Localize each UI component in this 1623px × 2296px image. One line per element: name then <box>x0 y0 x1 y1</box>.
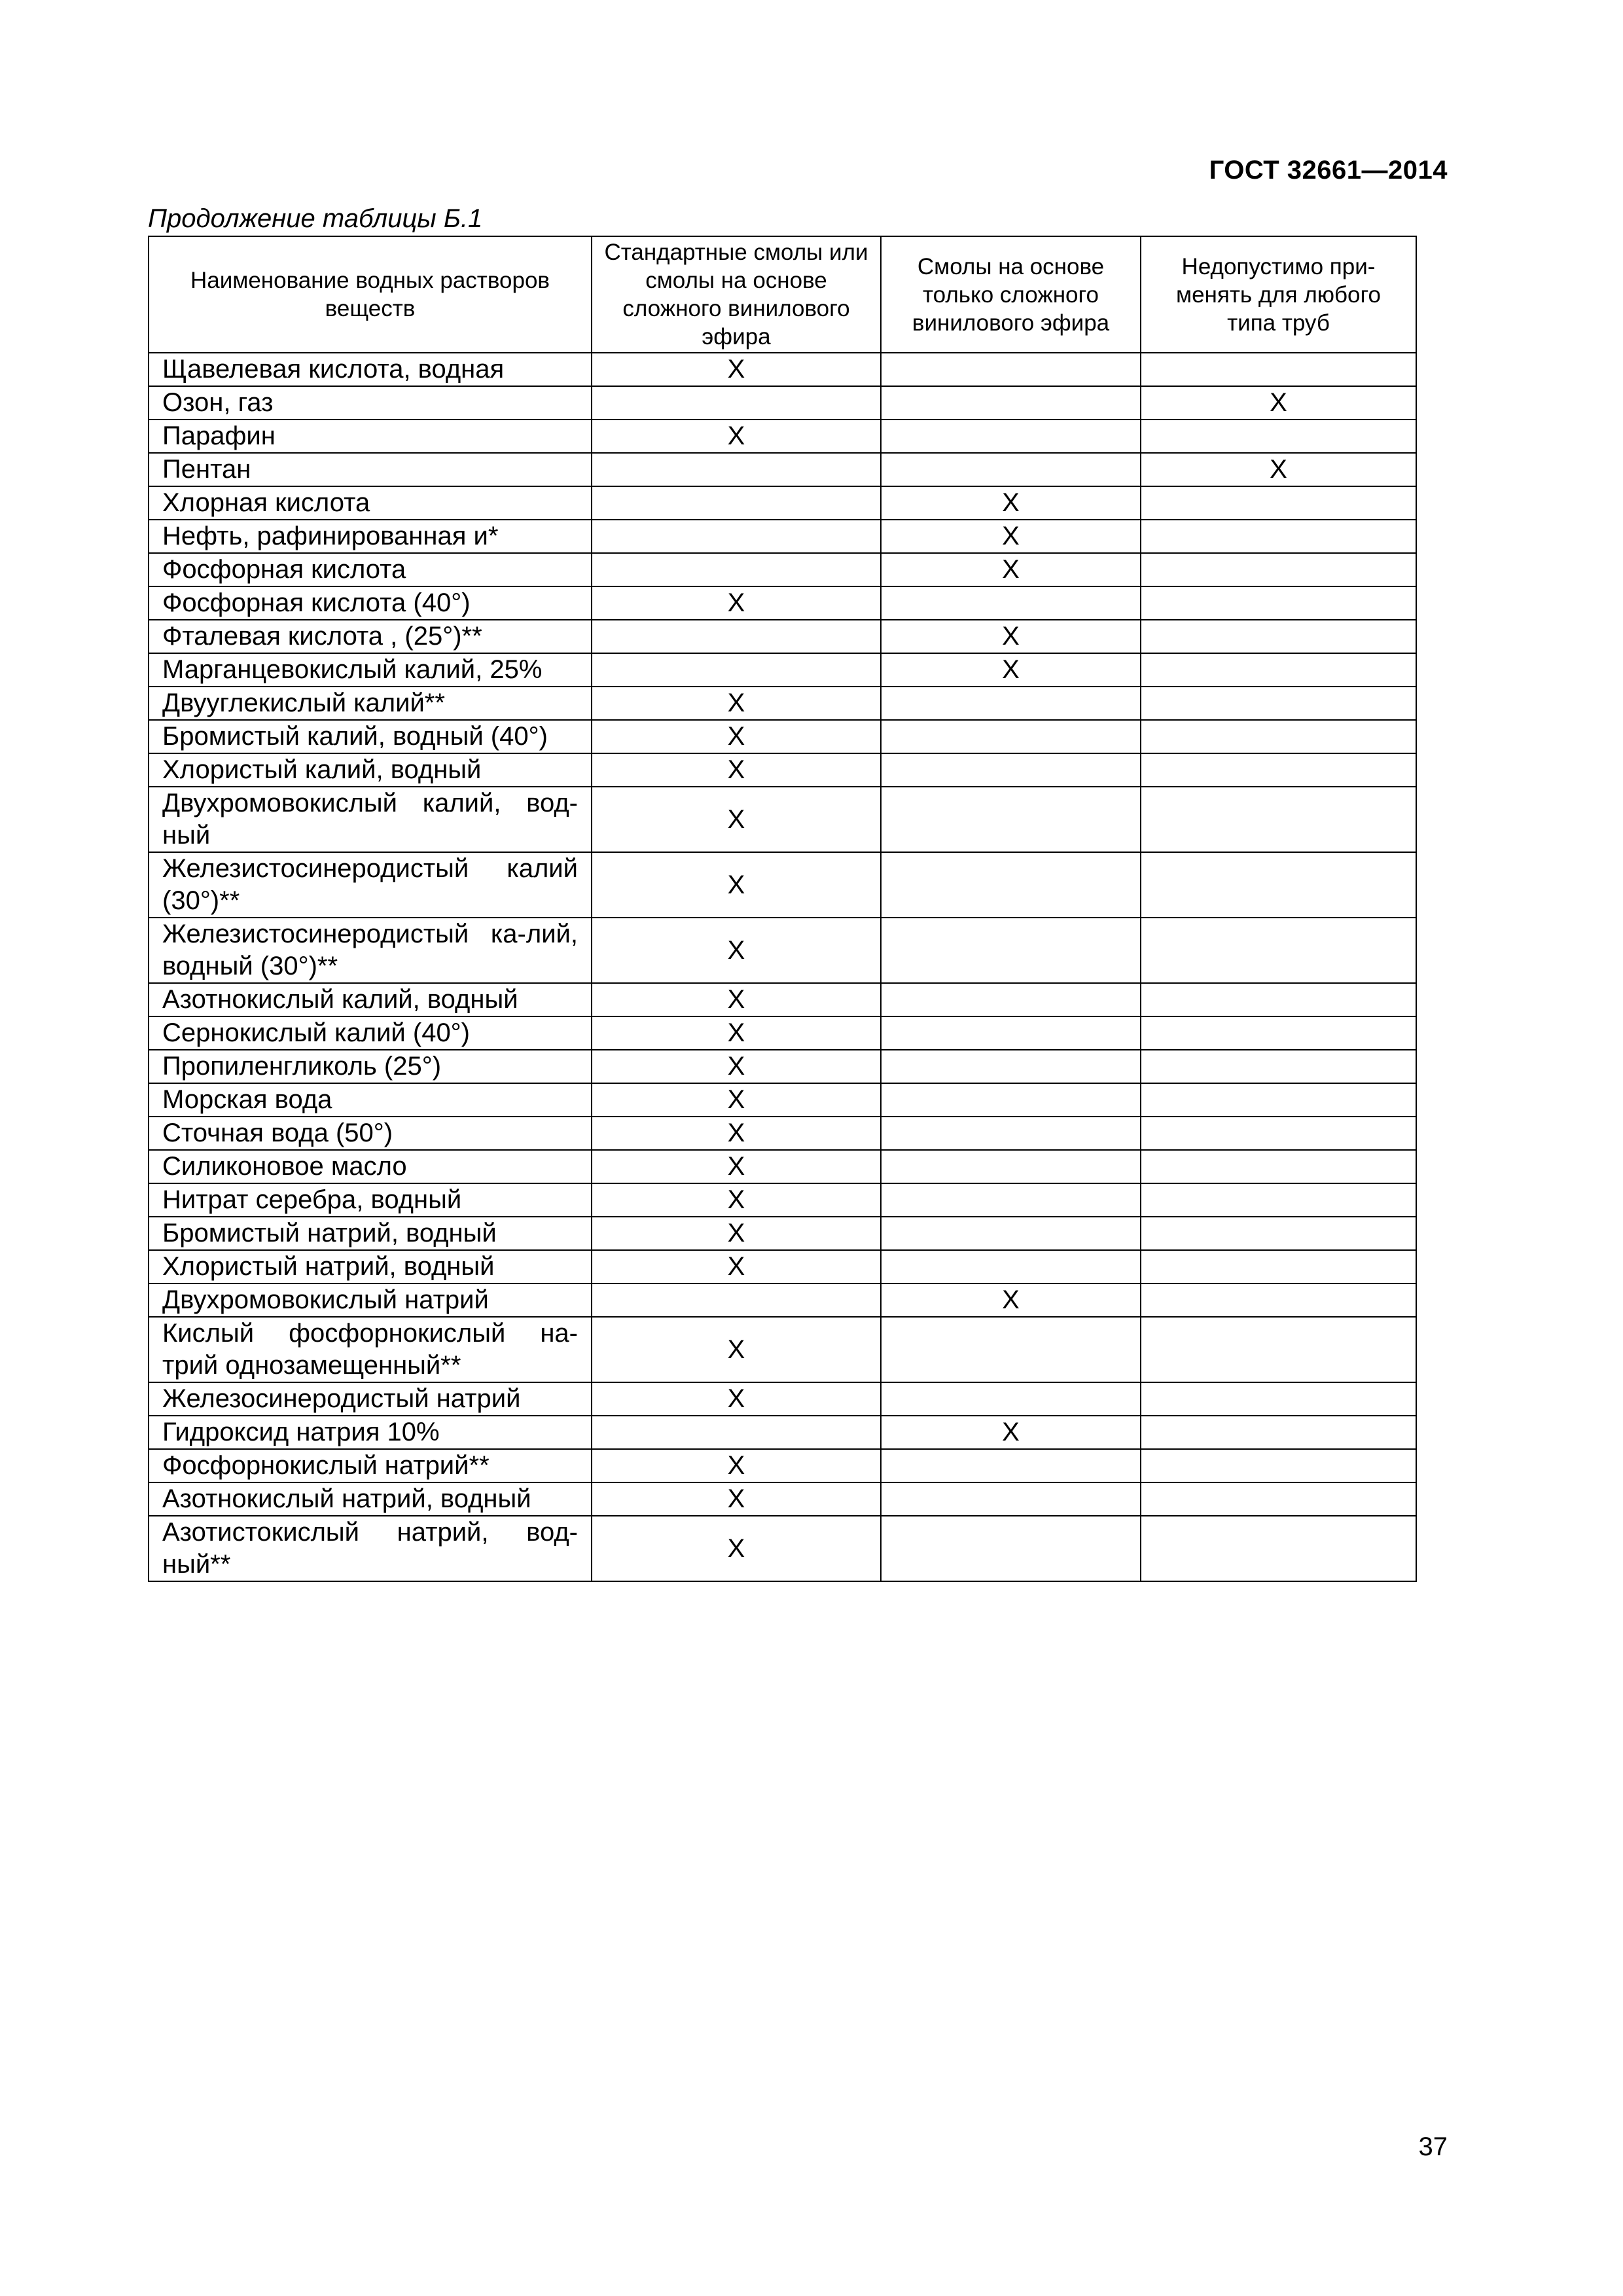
standard-resin-mark: X <box>592 687 881 720</box>
table-row <box>149 1150 1416 1183</box>
table-row <box>149 420 1416 453</box>
table-row <box>149 787 1416 852</box>
substance-name: Фосфорная кислота <box>149 553 592 586</box>
table-row <box>149 1117 1416 1150</box>
prohibited-mark: X <box>1141 386 1416 420</box>
table-row <box>149 1482 1416 1516</box>
prohibited-mark <box>1141 1050 1416 1083</box>
substance-name: Нитрат серебра, водный <box>149 1183 592 1217</box>
vinyl-ester-mark <box>881 353 1141 386</box>
prohibited-mark <box>1141 1150 1416 1183</box>
substance-name: Бромистый натрий, водный <box>149 1217 592 1250</box>
column-header-standard-resins: Стандартные смолы или смолы на основе сложного винилового эфира <box>592 236 881 353</box>
standard-resin-mark: X <box>592 1317 881 1382</box>
standard-resin-mark <box>592 553 881 586</box>
standard-resin-mark: X <box>592 1217 881 1250</box>
table-row <box>149 586 1416 620</box>
table-row <box>149 1317 1416 1382</box>
prohibited-mark <box>1141 553 1416 586</box>
table-row <box>149 918 1416 983</box>
table-row <box>149 1516 1416 1581</box>
vinyl-ester-mark <box>881 1083 1141 1117</box>
table-row <box>149 983 1416 1016</box>
vinyl-ester-mark <box>881 1016 1141 1050</box>
prohibited-mark <box>1141 918 1416 983</box>
vinyl-ester-mark <box>881 918 1141 983</box>
vinyl-ester-mark <box>881 1317 1141 1382</box>
substance-name: Озон, газ <box>149 386 592 420</box>
vinyl-ester-mark <box>881 420 1141 453</box>
column-header-prohibited: Недопустимо при-менять для любого типа труб <box>1141 236 1416 353</box>
standard-resin-mark: X <box>592 753 881 787</box>
table-row <box>149 353 1416 386</box>
prohibited-mark <box>1141 486 1416 520</box>
vinyl-ester-mark: X <box>881 620 1141 653</box>
prohibited-mark <box>1141 420 1416 453</box>
substance-name: Азотистокислый натрий, вод-ный** <box>149 1516 592 1581</box>
table-row <box>149 852 1416 918</box>
table-row <box>149 687 1416 720</box>
standard-resin-mark: X <box>592 420 881 453</box>
vinyl-ester-mark <box>881 453 1141 486</box>
prohibited-mark <box>1141 1083 1416 1117</box>
table-row <box>149 1083 1416 1117</box>
standard-code: ГОСТ 32661—2014 <box>1209 156 1448 185</box>
standard-resin-mark <box>592 1283 881 1317</box>
vinyl-ester-mark <box>881 787 1141 852</box>
substance-name: Азотнокислый калий, водный <box>149 983 592 1016</box>
substance-name: Щавелевая кислота, водная <box>149 353 592 386</box>
substance-name: Хлорная кислота <box>149 486 592 520</box>
vinyl-ester-mark <box>881 586 1141 620</box>
vinyl-ester-mark <box>881 753 1141 787</box>
table-header <box>149 236 1416 353</box>
prohibited-mark <box>1141 1416 1416 1449</box>
substance-name: Хлористый натрий, водный <box>149 1250 592 1283</box>
vinyl-ester-mark <box>881 983 1141 1016</box>
standard-resin-mark: X <box>592 1183 881 1217</box>
standard-resin-mark: X <box>592 918 881 983</box>
standard-resin-mark: X <box>592 1516 881 1581</box>
column-header-vinyl-ester-resins: Смолы на основе только сложного винилового эфира <box>881 236 1141 353</box>
substance-name: Азотнокислый натрий, водный <box>149 1482 592 1516</box>
standard-resin-mark <box>592 486 881 520</box>
vinyl-ester-mark <box>881 1382 1141 1416</box>
table-row <box>149 1416 1416 1449</box>
substance-name: Сернокислый калий (40°) <box>149 1016 592 1050</box>
prohibited-mark <box>1141 1382 1416 1416</box>
prohibited-mark <box>1141 687 1416 720</box>
standard-resin-mark: X <box>592 1449 881 1482</box>
vinyl-ester-mark <box>881 687 1141 720</box>
table-row <box>149 1382 1416 1416</box>
vinyl-ester-mark <box>881 1217 1141 1250</box>
prohibited-mark <box>1141 620 1416 653</box>
standard-resin-mark: X <box>592 720 881 753</box>
standard-resin-mark <box>592 453 881 486</box>
vinyl-ester-mark <box>881 720 1141 753</box>
prohibited-mark <box>1141 1217 1416 1250</box>
standard-resin-mark: X <box>592 1050 881 1083</box>
standard-resin-mark: X <box>592 787 881 852</box>
substance-name: Силиконовое масло <box>149 1150 592 1183</box>
standard-resin-mark: X <box>592 1083 881 1117</box>
standard-resin-mark: X <box>592 1482 881 1516</box>
vinyl-ester-mark <box>881 1183 1141 1217</box>
standard-resin-mark: X <box>592 983 881 1016</box>
table-row <box>149 720 1416 753</box>
table-row <box>149 1050 1416 1083</box>
prohibited-mark <box>1141 983 1416 1016</box>
vinyl-ester-mark <box>881 1050 1141 1083</box>
substance-name: Двухромовокислый калий, вод-ный <box>149 787 592 852</box>
prohibited-mark <box>1141 1283 1416 1317</box>
vinyl-ester-mark <box>881 852 1141 918</box>
prohibited-mark <box>1141 753 1416 787</box>
standard-resin-mark: X <box>592 353 881 386</box>
prohibited-mark <box>1141 787 1416 852</box>
vinyl-ester-mark <box>881 1482 1141 1516</box>
table-row <box>149 386 1416 420</box>
substance-name: Парафин <box>149 420 592 453</box>
standard-resin-mark: X <box>592 1117 881 1150</box>
prohibited-mark <box>1141 1449 1416 1482</box>
substance-name: Двууглекислый калий** <box>149 687 592 720</box>
vinyl-ester-mark: X <box>881 553 1141 586</box>
standard-resin-mark: X <box>592 1250 881 1283</box>
vinyl-ester-mark <box>881 1117 1141 1150</box>
substance-name: Фосфорнокислый натрий** <box>149 1449 592 1482</box>
table-row <box>149 1250 1416 1283</box>
vinyl-ester-mark: X <box>881 520 1141 553</box>
vinyl-ester-mark <box>881 1150 1141 1183</box>
substance-name: Сточная вода (50°) <box>149 1117 592 1150</box>
table-row <box>149 1449 1416 1482</box>
prohibited-mark <box>1141 1516 1416 1581</box>
substance-name: Кислый фосфорнокислый на-трий однозамещенный** <box>149 1317 592 1382</box>
substance-name: Двухромовокислый натрий <box>149 1283 592 1317</box>
substance-name: Фталевая кислота , (25°)** <box>149 620 592 653</box>
substance-name: Бромистый калий, водный (40°) <box>149 720 592 753</box>
prohibited-mark <box>1141 852 1416 918</box>
vinyl-ester-mark: X <box>881 1283 1141 1317</box>
substance-name: Марганцевокислый калий, 25% <box>149 653 592 687</box>
substance-name: Железистосинеродистый ка-лий, водный (30°)** <box>149 918 592 983</box>
substance-name: Морская вода <box>149 1083 592 1117</box>
substance-name: Гидроксид натрия 10% <box>149 1416 592 1449</box>
prohibited-mark <box>1141 1183 1416 1217</box>
standard-resin-mark: X <box>592 586 881 620</box>
vinyl-ester-mark: X <box>881 653 1141 687</box>
table-body <box>149 353 1416 1581</box>
standard-resin-mark: X <box>592 1382 881 1416</box>
vinyl-ester-mark <box>881 1516 1141 1581</box>
table-row <box>149 1283 1416 1317</box>
table-caption: Продолжение таблицы Б.1 <box>148 204 483 233</box>
standard-resin-mark: X <box>592 1150 881 1183</box>
vinyl-ester-mark: X <box>881 486 1141 520</box>
prohibited-mark <box>1141 1117 1416 1150</box>
table-row <box>149 486 1416 520</box>
prohibited-mark <box>1141 1482 1416 1516</box>
prohibited-mark <box>1141 653 1416 687</box>
prohibited-mark <box>1141 520 1416 553</box>
standard-resin-mark <box>592 1416 881 1449</box>
substance-name: Железистосинеродистый калий (30°)** <box>149 852 592 918</box>
prohibited-mark <box>1141 1016 1416 1050</box>
substance-name: Фосфорная кислота (40°) <box>149 586 592 620</box>
prohibited-mark <box>1141 353 1416 386</box>
prohibited-mark <box>1141 1250 1416 1283</box>
resistance-table <box>148 236 1417 1582</box>
header-row <box>149 236 1416 353</box>
standard-resin-mark <box>592 386 881 420</box>
standard-resin-mark <box>592 653 881 687</box>
table-row <box>149 520 1416 553</box>
column-header-substance: Наименование водных растворов веществ <box>149 236 592 353</box>
table-row <box>149 1217 1416 1250</box>
table-row <box>149 1183 1416 1217</box>
vinyl-ester-mark <box>881 386 1141 420</box>
standard-resin-mark: X <box>592 1016 881 1050</box>
substance-name: Пропиленгликоль (25°) <box>149 1050 592 1083</box>
standard-resin-mark: X <box>592 852 881 918</box>
vinyl-ester-mark: X <box>881 1416 1141 1449</box>
prohibited-mark: X <box>1141 453 1416 486</box>
substance-name: Хлористый калий, водный <box>149 753 592 787</box>
table-row <box>149 453 1416 486</box>
table-row <box>149 753 1416 787</box>
prohibited-mark <box>1141 720 1416 753</box>
standard-resin-mark <box>592 520 881 553</box>
table-row <box>149 1016 1416 1050</box>
page-number: 37 <box>1418 2132 1448 2161</box>
substance-name: Нефть, рафинированная и* <box>149 520 592 553</box>
table-row <box>149 620 1416 653</box>
substance-name: Железосинеродистый натрий <box>149 1382 592 1416</box>
vinyl-ester-mark <box>881 1449 1141 1482</box>
prohibited-mark <box>1141 1317 1416 1382</box>
table-row <box>149 653 1416 687</box>
prohibited-mark <box>1141 586 1416 620</box>
standard-resin-mark <box>592 620 881 653</box>
vinyl-ester-mark <box>881 1250 1141 1283</box>
table-row <box>149 553 1416 586</box>
substance-name: Пентан <box>149 453 592 486</box>
